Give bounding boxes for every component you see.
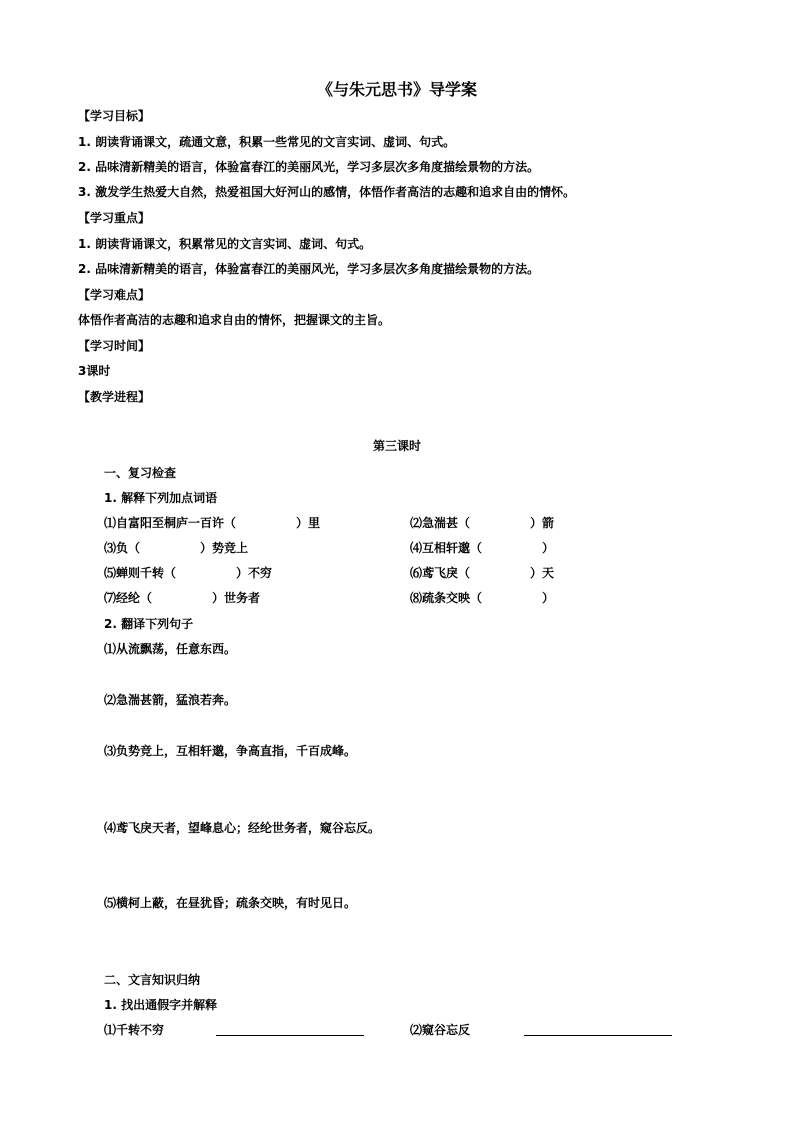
vocab-item: ⑵急湍甚（ ）箭 [410,516,555,530]
vocab-item: ⑺经纶（ ）世务者 [104,591,261,605]
translate-item: ⑷鸢飞戾天者，望峰息心；经纶世务者，窥谷忘反。 [104,821,381,835]
difficulties-heading: 【学习难点】 [78,288,151,302]
objective-item: 3. 激发学生热爱大自然，热爱祖国大好河山的感情，体悟作者高洁的志趣和追求自由的情怀。 [78,185,576,199]
vocab-item: ⑶负（ ）势竞上 [104,541,249,555]
time-text: 3课时 [78,364,111,378]
difficulties-text: 体悟作者高洁的志趣和追求自由的情怀，把握课文的主旨。 [78,313,391,327]
page-title: 《与朱元思书》导学案 [316,80,477,99]
objective-item: 1. 朗读背诵课文，疏通文意，积累一些常见的文言实词、虚词、句式。 [78,135,456,149]
key-point-item: 2. 品味清新精美的语言，体验富春江的美丽风光，学习多层次多角度描绘景物的方法。 [78,262,540,276]
vocab-item: ⑷互相轩邈（ ） [410,541,555,555]
answer-blank[interactable] [216,1035,364,1036]
knowledge-sub-heading: 1. 找出通假字并解释 [104,998,218,1012]
review-heading: 一、复习检查 [104,466,177,480]
translate-heading: 2. 翻译下列句子 [104,617,194,631]
key-points-heading: 【学习重点】 [78,211,151,225]
vocab-item: ⑹鸢飞戾（ ）天 [410,566,555,580]
key-point-item: 1. 朗读背诵课文，积累常见的文言实词、虚词、句式。 [78,237,372,251]
vocab-heading: 1. 解释下列加点词语 [104,491,218,505]
translate-item: ⑸横柯上蔽，在昼犹昏；疏条交映，有时见日。 [104,896,357,910]
translate-item: ⑵急湍甚箭，猛浪若奔。 [104,693,237,707]
knowledge-item: ⑴千转不穷 [104,1023,165,1037]
time-heading: 【学习时间】 [78,339,151,353]
process-heading: 【教学进程】 [78,390,151,404]
vocab-item: ⑻疏条交映（ ） [410,591,555,605]
translate-item: ⑶负势竞上，互相轩邈，争高直指，千百成峰。 [104,744,357,758]
knowledge-item: ⑵窥谷忘反 [410,1023,471,1037]
vocab-item: ⑸蝉则千转（ ）不穷 [104,566,273,580]
objective-item: 2. 品味清新精美的语言，体验富春江的美丽风光，学习多层次多角度描绘景物的方法。 [78,160,540,174]
lesson-title: 第三课时 [372,439,421,453]
vocab-item: ⑴自富阳至桐庐一百许（ ）里 [104,516,321,530]
answer-blank[interactable] [524,1035,672,1036]
translate-item: ⑴从流飘荡，任意东西。 [104,642,237,656]
knowledge-heading: 二、文言知识归纳 [104,973,201,987]
objectives-heading: 【学习目标】 [78,109,151,123]
